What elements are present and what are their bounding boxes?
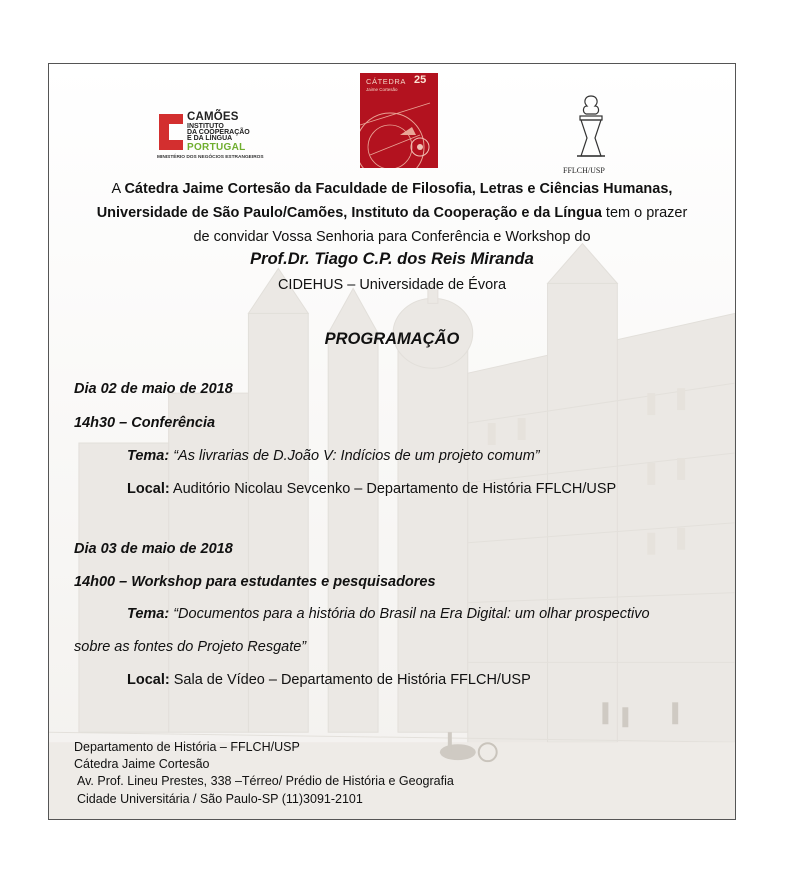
camoes-ministry: MINISTÉRIO DOS NEGÓCIOS ESTRANGEIROS — [157, 155, 264, 160]
camoes-line1: INSTITUTO — [187, 123, 224, 130]
catedra-number: 25 — [414, 74, 427, 86]
intro-line-2 — [49, 202, 735, 224]
day2-local — [127, 669, 531, 691]
day1-tema — [127, 445, 540, 467]
day1-tema-value: “As livrarias de D.João V: Indícios de um projeto comum” — [169, 448, 540, 464]
day2-tema-line1 — [127, 603, 650, 625]
day2-date: Dia 03 de maio de 2018 — [74, 541, 233, 557]
footer-city-phone: Cidade Universitária / São Paulo-SP (11)3091-2101 — [77, 792, 363, 806]
camoes-logo — [157, 108, 277, 162]
intro-line-2-bold: Universidade de São Paulo/Camões, Instituto da Cooperação e da Língua — [96, 205, 602, 221]
footer-catedra: Cátedra Jaime Cortesão — [74, 757, 210, 771]
camoes-line3: E DA LÍNGUA — [187, 135, 233, 142]
speaker-name: Prof.Dr. Tiago C.P. dos Reis Miranda — [250, 250, 534, 268]
catedra-title: CÁTEDRA — [366, 77, 407, 86]
camoes-country: PORTUGAL — [187, 142, 246, 153]
footer-department: Departamento de História – FFLCH/USP — [74, 740, 300, 754]
speaker-affiliation: CIDEHUS – Universidade de Évora — [277, 277, 507, 293]
intro-line-1 — [49, 178, 735, 200]
intro-line-3: de convidar Vossa Senhoria para Conferência e Workshop do — [193, 229, 591, 245]
day1-date: Dia 02 de maio de 2018 — [74, 381, 233, 397]
day2-local-label: Local: — [127, 672, 170, 688]
day2-tema-value-line1: “Documentos para a história do Brasil na Era Digital: um olhar prospectivo — [169, 606, 650, 622]
footer-address: Av. Prof. Lineu Prestes, 338 –Térreo/ Prédio de História e Geografia — [77, 774, 454, 788]
fflch-label: FFLCH/USP — [563, 166, 605, 175]
catedra-logo — [360, 73, 438, 168]
catedra-subtitle: Jaime Cortesão — [366, 87, 398, 92]
day2-local-value: Sala de Vídeo – Departamento de História FFLCH/USP — [169, 672, 531, 688]
day1-local-label: Local: — [127, 481, 170, 497]
intro-line-2-rest: tem o prazer — [601, 205, 688, 221]
fflch-emblem-icon — [571, 92, 611, 160]
intro-line-1-bold: Cátedra Jaime Cortesão da Faculdade de Filosofia, Letras e Ciências Humanas, — [124, 181, 673, 197]
camoes-line2: DA COOPERAÇÃO — [187, 129, 250, 136]
day1-tema-label: Tema: — [127, 448, 170, 464]
day2-session: 14h00 – Workshop para estudantes e pesquisadores — [74, 574, 436, 590]
day1-local-value: Auditório Nicolau Sevcenko – Departamento de História FFLCH/USP — [169, 481, 617, 497]
day2-tema-label: Tema: — [127, 606, 170, 622]
intro-line-1-prefix: A — [111, 181, 125, 197]
program-heading: PROGRAMAÇÃO — [324, 330, 460, 348]
day2-tema-line2: sobre as fontes do Projeto Resgate” — [74, 639, 307, 655]
day1-local — [127, 478, 616, 500]
camoes-c-icon — [157, 112, 187, 152]
day1-session: 14h30 – Conferência — [74, 415, 216, 431]
invitation-content — [49, 64, 735, 819]
astrolabe-icon — [360, 95, 438, 168]
invitation-card — [48, 63, 736, 820]
camoes-title: CAMÕES — [187, 111, 239, 123]
